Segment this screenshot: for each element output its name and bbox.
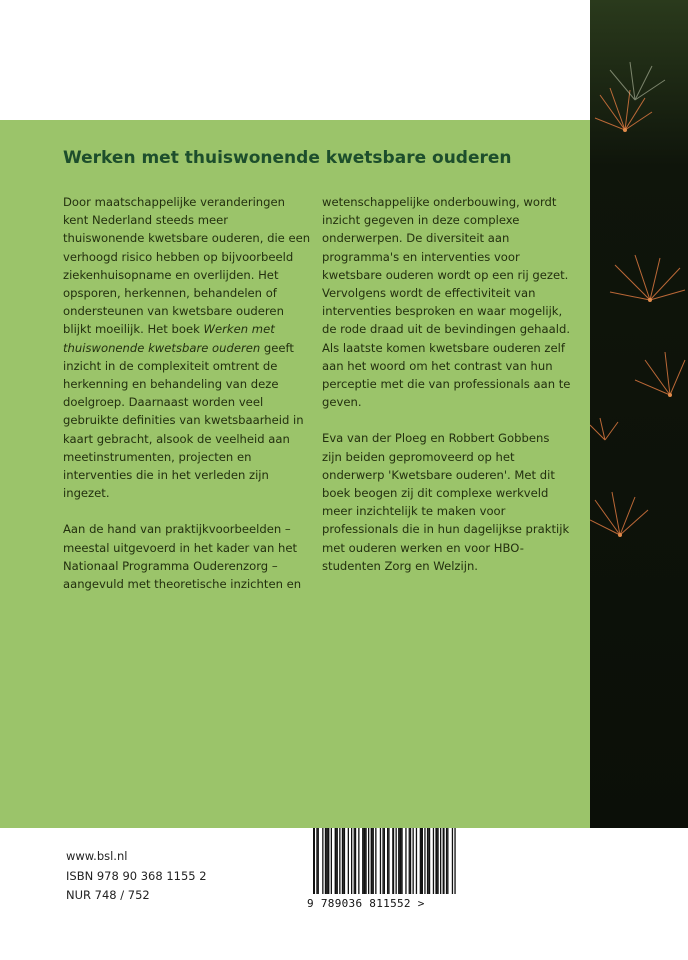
blurb-paragraph: Aan de hand van praktijkvoorbeelden – meestal uitgevoerd in het kader van het Nationaal Programma Ouderenzorg – aangevuld met theoretische inzichten en bbox=[63, 522, 302, 592]
blurb-paragraph bbox=[63, 193, 313, 502]
barcode-digits: 9 789036 811552 > bbox=[307, 897, 425, 910]
blurb-text: Door maatschappelijke veranderingen kent Nederland steeds meer thuiswonende kwetsbare ouderen, die een verhoogd risico hebben op bijvoorbeeld ziekenhuisopname en overlijden. Het opsporen, herkennen, behandelen of ondersteunen van kwetsbare ouderen blijkt moeilijk. Het boek bbox=[63, 195, 311, 337]
cover-photo-strip bbox=[590, 0, 688, 828]
blurb-text: geeft inzicht in de complexiteit omtrent de herkenning en behandeling van deze doelgroep. Daarnaast worden veel gebruikte definities van kwetsbaarheid in kaart gebracht, alsook de veelheid aan meetinstrumenten, projecten en interventies die in het verleden zijn ingezet. bbox=[63, 340, 304, 501]
blurb-left-column bbox=[63, 193, 313, 593]
publication-info bbox=[66, 847, 207, 906]
barcode-bars bbox=[307, 828, 457, 898]
author-paragraph: Eva van der Ploeg en Robbert Gobbens zijn beiden gepromoveerd op het onderwerp 'Kwetsbare ouderen'. Met dit boek beogen zij dit complexe werkveld meer inzichtelijk te maken voor professionals die in hun dagelijkse praktijk met ouderen werken en voor HBO-studenten Zorg en Welzijn. bbox=[322, 431, 570, 573]
isbn: ISBN 978 90 368 1155 2 bbox=[66, 868, 207, 883]
top-margin bbox=[0, 0, 590, 120]
blurb-title-reference: Werken met thuiswonende kwetsbare ouderen bbox=[63, 322, 275, 355]
nur-code: NUR 748 / 752 bbox=[66, 888, 150, 902]
book-title: Werken met thuiswonende kwetsbare ouderen bbox=[63, 148, 512, 168]
publisher-website: www.bsl.nl bbox=[66, 849, 128, 863]
blurb-paragraph: wetenschappelijke onderbouwing, wordt inzicht gegeven in deze complexe onderwerpen. De diversiteit aan programma's en interventies voor kwetsbare ouderen wordt op een rij gezet. Vervolgens wordt de effectiviteit van interventies besproken en waar mogelijk, de rode draad uit de bevindingen gehaald. Als laatste komen kwetsbare ouderen zelf aan het woord om het contrast van hun perceptie met die van professionals aan te geven. bbox=[322, 195, 571, 410]
blurb-right-column bbox=[322, 193, 572, 575]
dandelion-seed-image bbox=[590, 0, 688, 828]
